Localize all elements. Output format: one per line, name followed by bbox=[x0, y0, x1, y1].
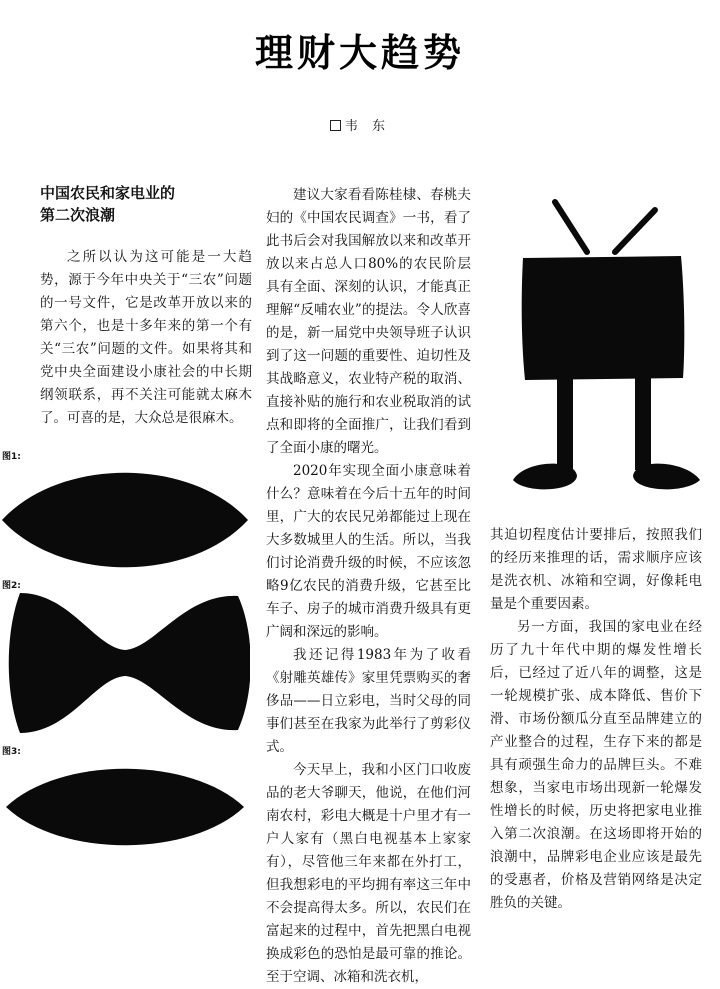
figure-2-label: 图2: bbox=[2, 581, 21, 591]
author-marker-icon bbox=[330, 120, 341, 131]
col2-paragraph-1: 建议大家看看陈桂棣、春桃夫妇的《中国农民调查》一书，看了此书后会对我国解放以来和改革开放以来占总人口80%的农民阶层具有全面、深刻的认识，才能真正理解“反哺农业”的提法。令人欣喜的是，新一届党中央领导班子认识到了这一问题的重要性、迫切性及其战略意义，农业特产税的取消、直接补贴的施行和农业税取消的试点和即将的全面推广，让我们看到了全面小康的曙光。 bbox=[266, 187, 471, 456]
column-2 bbox=[266, 184, 471, 989]
figure-1-lens-shape bbox=[0, 465, 250, 575]
col1-paragraph-1: 之所以认为这可能是一大趋势，源于今年中央关于“三农”问题的一号文件，它是改革开放以来的第六个，也是十多年来的第一个有关“三农”问题的文件。如果将其和党中央全面建设小康社会的中长期纲领联系，再不关注可能就太麻木了。可喜的是，大众总是很麻木。 bbox=[40, 249, 252, 426]
section-heading-line-2: 第二次浪潮 bbox=[40, 206, 116, 224]
figure-2-bowtie-shape bbox=[0, 588, 250, 738]
col3-paragraph-1: 其迫切程度估计要排后，按照我们的经历来推理的话，需求顺序应该是洗衣机、冰箱和空调，好像耗电量是个重要因素。 bbox=[490, 527, 702, 612]
section-heading bbox=[40, 182, 252, 226]
article-title: 理财大趋势 bbox=[254, 31, 465, 75]
author-name: 韦 东 bbox=[344, 119, 391, 134]
figure-3-label: 图3: bbox=[2, 747, 21, 757]
figure-3-lens-shape bbox=[0, 752, 250, 862]
column-3 bbox=[490, 524, 702, 915]
col2-paragraph-3: 我还记得1983年为了收看《射雕英雄传》家里凭票购买的奢侈品——日立彩电，当时父母的同事们甚至在我家为此举行了剪彩仪式。 bbox=[266, 647, 471, 755]
tv-character-illustration bbox=[505, 180, 705, 515]
col2-paragraph-4: 今天早上，我和小区门口收废品的老大爷聊天，他说，在他们河南农村，彩电大概是十户里才有一户人家有（黑白电视基本上家家有），尽管他三年来都在外打工，但我想彩电的平均拥有率这三年中不会提高得太多。所以，农民们在富起来的过程中，首先把黑白电视换成彩色的恐怕是最可靠的推论。至于空调、冰箱和洗衣机， bbox=[266, 762, 471, 985]
column-1 bbox=[40, 182, 252, 430]
section-heading-line-1: 中国农民和家电业的 bbox=[40, 184, 176, 202]
figure-1-label: 图1: bbox=[2, 452, 21, 462]
col3-paragraph-2: 另一方面，我国的家电业在经历了九十年代中期的爆发性增长后，已经过了近八年的调整，这是一轮规模扩张、成本降低、售价下滑、市场份额瓜分直至品牌建立的产业整合的过程，生存下来的都是具有顽强生命力的品牌巨头。不难想象，当家电市场出现新一轮爆发性增长的时候，历史将把家电业推入第二次浪潮。在这场即将开始的浪潮中，品牌彩电企业应该是最先的受惠者，价格及营销网络是决定胜负的关键。 bbox=[490, 619, 702, 911]
col2-paragraph-2: 2020年实现全面小康意味着什么？意味着在今后十五年的时间里，广大的农民兄弟都能过上现在大多数城里人的生活。所以，当我们讨论消费升级的时候，不应该忽略9亿农民的消费升级，它甚至比车子、房子的城市消费升级具有更广阔和深远的影响。 bbox=[266, 463, 471, 640]
byline bbox=[0, 115, 720, 134]
